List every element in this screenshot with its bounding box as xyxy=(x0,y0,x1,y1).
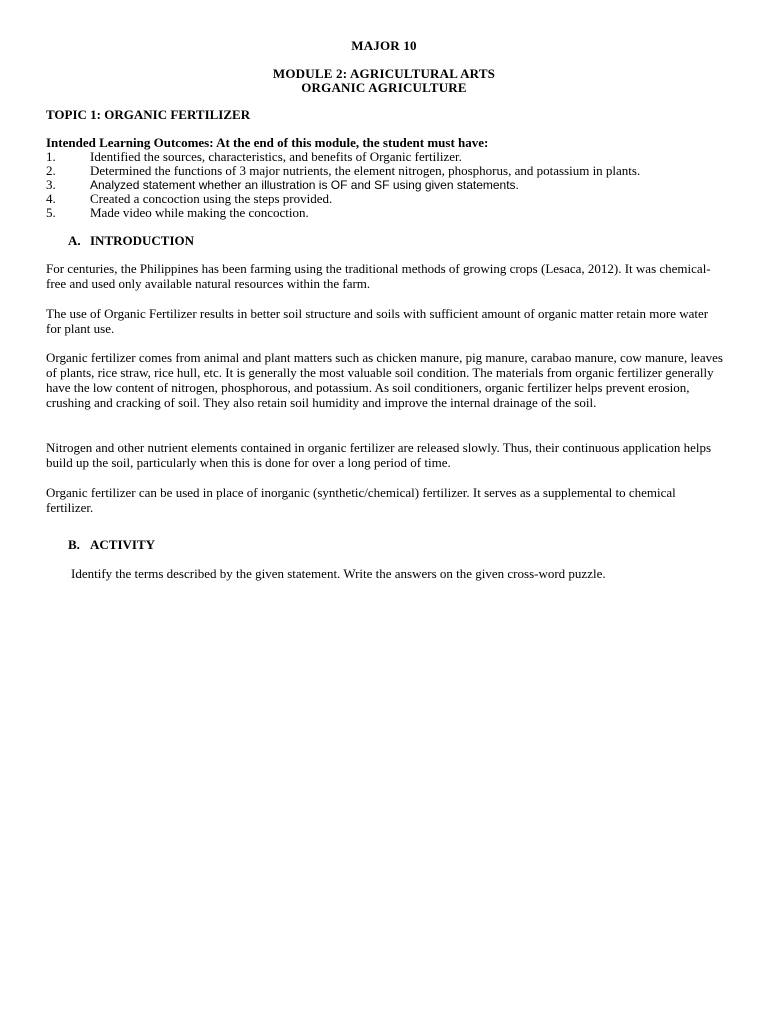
section-introduction-heading xyxy=(68,233,194,248)
outcome-item xyxy=(46,178,726,192)
outcome-text: Determined the functions of 3 major nutrients, the element nitrogen, phosphorus, and potassium in plants. xyxy=(90,163,641,178)
intro-paragraph: Nitrogen and other nutrient elements contained in organic fertilizer are released slowly. Thus, their continuous application helps build up the soil, particularly when this is done for over a long period of time. xyxy=(46,440,712,470)
outcome-number: 4. xyxy=(46,191,56,206)
outcomes-heading: Intended Learning Outcomes: At the end of this module, the student must have: xyxy=(46,135,489,150)
outcome-text: Analyzed statement whether an illustration is OF and SF using given statements. xyxy=(90,178,519,192)
section-title: INTRODUCTION xyxy=(90,233,195,248)
outcome-text: Made video while making the concoction. xyxy=(90,205,309,220)
section-letter: A. xyxy=(68,233,81,248)
section-letter: B. xyxy=(68,537,80,552)
outcome-text: Identified the sources, characteristics, and benefits of Organic fertilizer. xyxy=(90,149,462,164)
outcome-number: 5. xyxy=(46,205,56,220)
topic-heading: TOPIC 1: ORGANIC FERTILIZER xyxy=(46,107,251,122)
activity-instruction: Identify the terms described by the given statement. Write the answers on the given cross-word puzzle. xyxy=(71,566,606,581)
intro-paragraph: For centuries, the Philippines has been farming using the traditional methods of growing crops (Lesaca, 2012). It was chemical-free and used only available natural resources within the farm. xyxy=(46,261,711,291)
intro-paragraph: The use of Organic Fertilizer results in better soil structure and soils with sufficient amount of organic matter retain more water for plant use. xyxy=(46,306,709,336)
outcome-item xyxy=(46,164,726,178)
outcome-number: 3. xyxy=(46,177,56,192)
outcome-item xyxy=(46,150,726,164)
module-title: MODULE 2: AGRICULTURAL ARTS xyxy=(272,66,496,81)
outcome-number: 2. xyxy=(46,163,56,178)
section-activity-heading xyxy=(68,537,155,552)
outcome-text: Created a concoction using the steps provided. xyxy=(90,191,333,206)
outcome-number: 1. xyxy=(46,149,56,164)
course-title: MAJOR 10 xyxy=(351,38,417,53)
module-subtitle: ORGANIC AGRICULTURE xyxy=(301,80,467,95)
intro-paragraph: Organic fertilizer comes from animal and plant matters such as chicken manure, pig manure, carabao manure, cow manure, leaves of plants, rice straw, rice hull, etc. It is generally the most valuable soil condition. The materials from organic fertilizer generally have the low content of nitrogen, phosphorous, and potassium. As soil conditioners, organic fertilizer helps prevent erosion, crushing and cracking of soil. They also retain soil humidity and improve the internal drainage of the soil. xyxy=(46,350,723,410)
intro-paragraph: Organic fertilizer can be used in place of inorganic (synthetic/chemical) fertilizer. It serves as a supplemental to chemical fertilizer. xyxy=(46,485,676,515)
outcome-item xyxy=(46,206,726,220)
outcomes-list xyxy=(46,150,726,220)
outcome-item xyxy=(46,192,726,206)
section-title: ACTIVITY xyxy=(90,537,156,552)
